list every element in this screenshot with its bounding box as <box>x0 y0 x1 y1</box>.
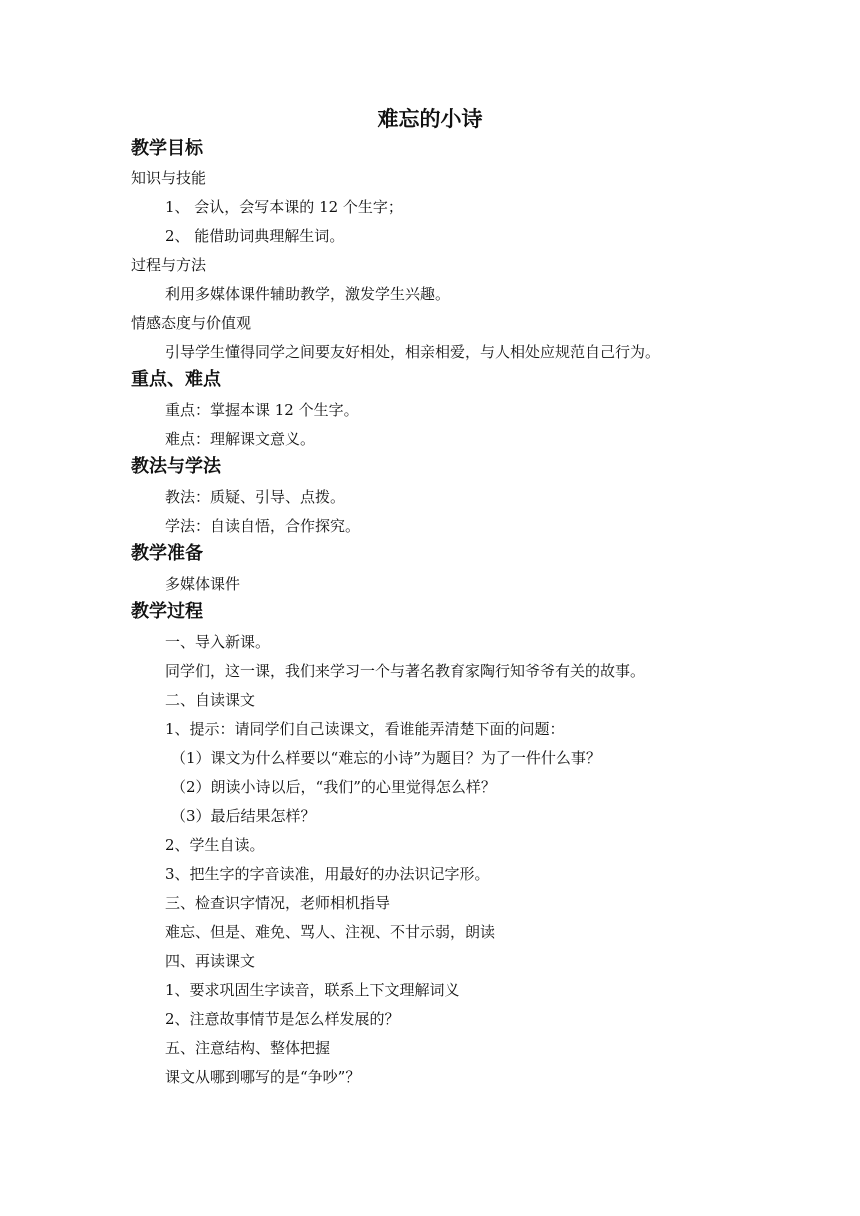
paragraph: 利用多媒体课件辅助教学，激发学生兴趣。 <box>165 285 451 303</box>
paragraph: 引导学生懂得同学之间要友好相处，相亲相爱，与人相处应规范自己行为。 <box>165 343 661 361</box>
process-line: 五、注意结构、整体把握 <box>165 1039 331 1057</box>
process-line: 难忘、但是、难免、骂人、注视、不甘示弱，朗读 <box>165 923 496 941</box>
process-line: 三、检查识字情况，老师相机指导 <box>165 894 391 912</box>
process-line: 一、导入新课。 <box>165 633 271 651</box>
list-item: 2、 能借助词典理解生词。 <box>165 227 345 245</box>
paragraph: 学法：自读自悟，合作探究。 <box>165 517 361 535</box>
process-line: 课文从哪到哪写的是“争吵”？ <box>165 1068 361 1086</box>
process-line: 3、把生字的字音读准，用最好的办法识记字形。 <box>165 865 490 883</box>
process-line: 二、自读课文 <box>165 691 256 709</box>
paragraph: 多媒体课件 <box>165 575 241 593</box>
subheading-emotion: 情感态度与价值观 <box>131 314 252 332</box>
section-heading-process: 教学过程 <box>131 601 203 622</box>
process-question: （1）课文为什么样要以“难忘的小诗”为题目？为了一件什么事？ <box>171 749 601 767</box>
section-heading-goals: 教学目标 <box>131 138 203 159</box>
paragraph: 难点：理解课文意义。 <box>165 430 316 448</box>
process-line: 同学们，这一课，我们来学习一个与著名教育家陶行知爷爷有关的故事。 <box>165 662 646 680</box>
subheading-knowledge: 知识与技能 <box>131 169 207 187</box>
process-question: （2）朗读小诗以后，“我们”的心里觉得怎么样？ <box>171 778 496 796</box>
subheading-process: 过程与方法 <box>131 256 207 274</box>
process-line: 2、注意故事情节是怎么样发展的？ <box>165 1010 400 1028</box>
paragraph: 重点：掌握本课 12 个生字。 <box>165 401 359 419</box>
process-question: （3）最后结果怎样？ <box>171 807 316 825</box>
section-heading-methods: 教法与学法 <box>131 456 221 477</box>
paragraph: 教法：质疑、引导、点拨。 <box>165 488 346 506</box>
list-item: 1、 会认，会写本课的 12 个生字； <box>165 198 403 216</box>
document-title: 难忘的小诗 <box>377 107 483 131</box>
process-line: 2、学生自读。 <box>165 836 265 854</box>
section-heading-preparation: 教学准备 <box>131 543 203 564</box>
process-line: 1、要求巩固生字读音，联系上下文理解词义 <box>165 981 460 999</box>
process-line: 1、提示：请同学们自己读课文，看谁能弄清楚下面的问题： <box>165 720 565 738</box>
process-line: 四、再读课文 <box>165 952 256 970</box>
section-heading-keypoints: 重点、难点 <box>131 369 221 390</box>
